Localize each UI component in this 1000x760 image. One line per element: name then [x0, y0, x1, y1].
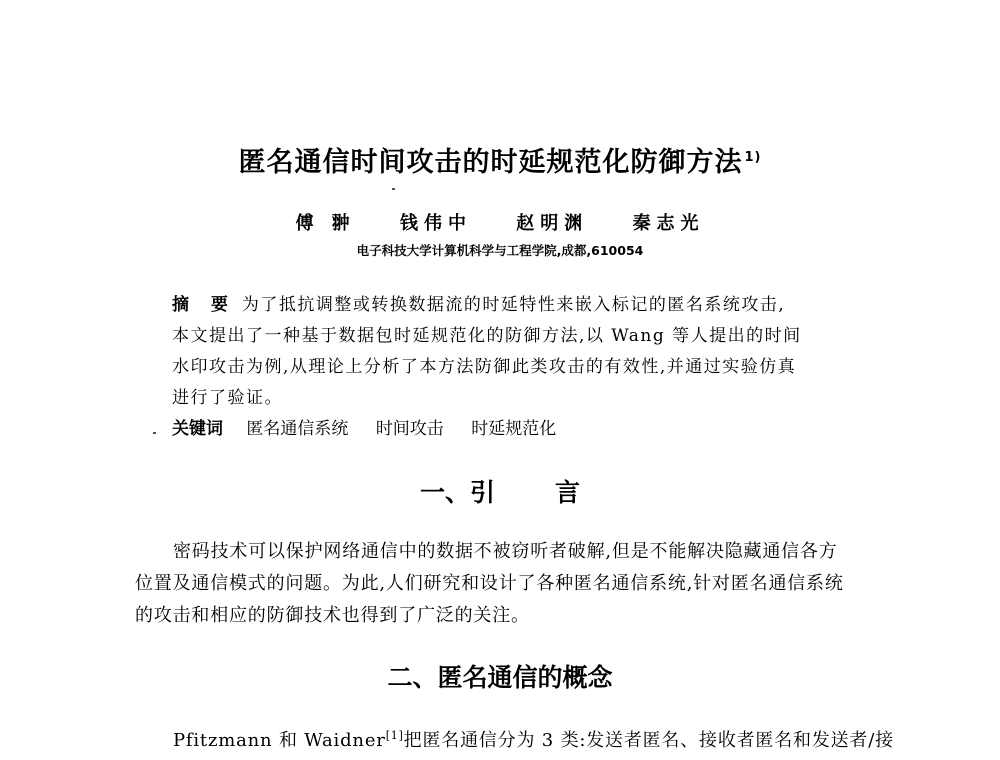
author-affiliation: 电子科技大学计算机科学与工程学院,成都,610054: [356, 243, 644, 258]
concept-paragraph: [135, 720, 895, 757]
title-footnote-mark: 1): [744, 150, 762, 165]
section-heading-introduction: [0, 473, 1000, 509]
paragraph-line: [135, 720, 895, 757]
paper-title: [0, 140, 1000, 179]
paragraph-line: 的攻击和相应的防御技术也得到了广泛的关注。: [135, 605, 530, 626]
abstract-line: 本文提出了一种基于数据包时延规范化的防御方法,以 Wang 等人提出的时间: [172, 326, 802, 346]
abstract-line: 进行了验证。: [172, 388, 283, 408]
author-name: 傅 翀: [295, 213, 356, 234]
paragraph-line: 密码技术可以保护网络通信中的数据不被窃听者破解,但是不能解决隐藏通信各方: [173, 541, 838, 562]
section-heading-concept: 二、匿名通信的概念: [387, 663, 613, 692]
abstract-line: [172, 290, 862, 321]
abstract: [172, 290, 862, 414]
author-list: [0, 209, 1000, 235]
keywords-label: 关键词: [172, 419, 223, 439]
abstract-line: 水印攻击为例,从理论上分析了本方法防御此类攻击的有效性,并通过实验仿真: [172, 357, 797, 377]
section-heading-prefix: 一、引: [419, 478, 495, 507]
paper-title-text: 匿名通信时间攻击的时延规范化防御方法: [238, 147, 743, 178]
scan-speck: [392, 188, 395, 190]
section-heading-suffix: 言: [555, 478, 581, 507]
citation-mark: [1]: [385, 729, 404, 742]
keywords: [172, 414, 578, 439]
abstract-text: 为了抵抗调整或转换数据流的时延特性来嵌入标记的匿名系统攻击,: [241, 295, 786, 315]
abstract-label: 摘 要: [172, 295, 236, 315]
paragraph-line: 位置及通信模式的问题。为此,人们研究和设计了各种匿名通信系统,针对匿名通信系统: [135, 573, 844, 594]
author-name: 赵明渊: [516, 213, 589, 234]
author-name: 秦志光: [632, 213, 705, 234]
introduction-paragraph: [135, 536, 895, 632]
paragraph-text: Pfitzmann 和 Waidner: [173, 730, 386, 751]
keyword: 时延规范化: [471, 419, 557, 439]
keyword: 时间攻击: [375, 419, 444, 439]
paragraph-text: 把匿名通信分为 3 类:发送者匿名、接收者匿名和发送者/接: [403, 730, 894, 751]
scan-speck: [153, 432, 156, 434]
keyword: 匿名通信系统: [246, 419, 349, 439]
author-name: 钱伟中: [400, 213, 472, 234]
